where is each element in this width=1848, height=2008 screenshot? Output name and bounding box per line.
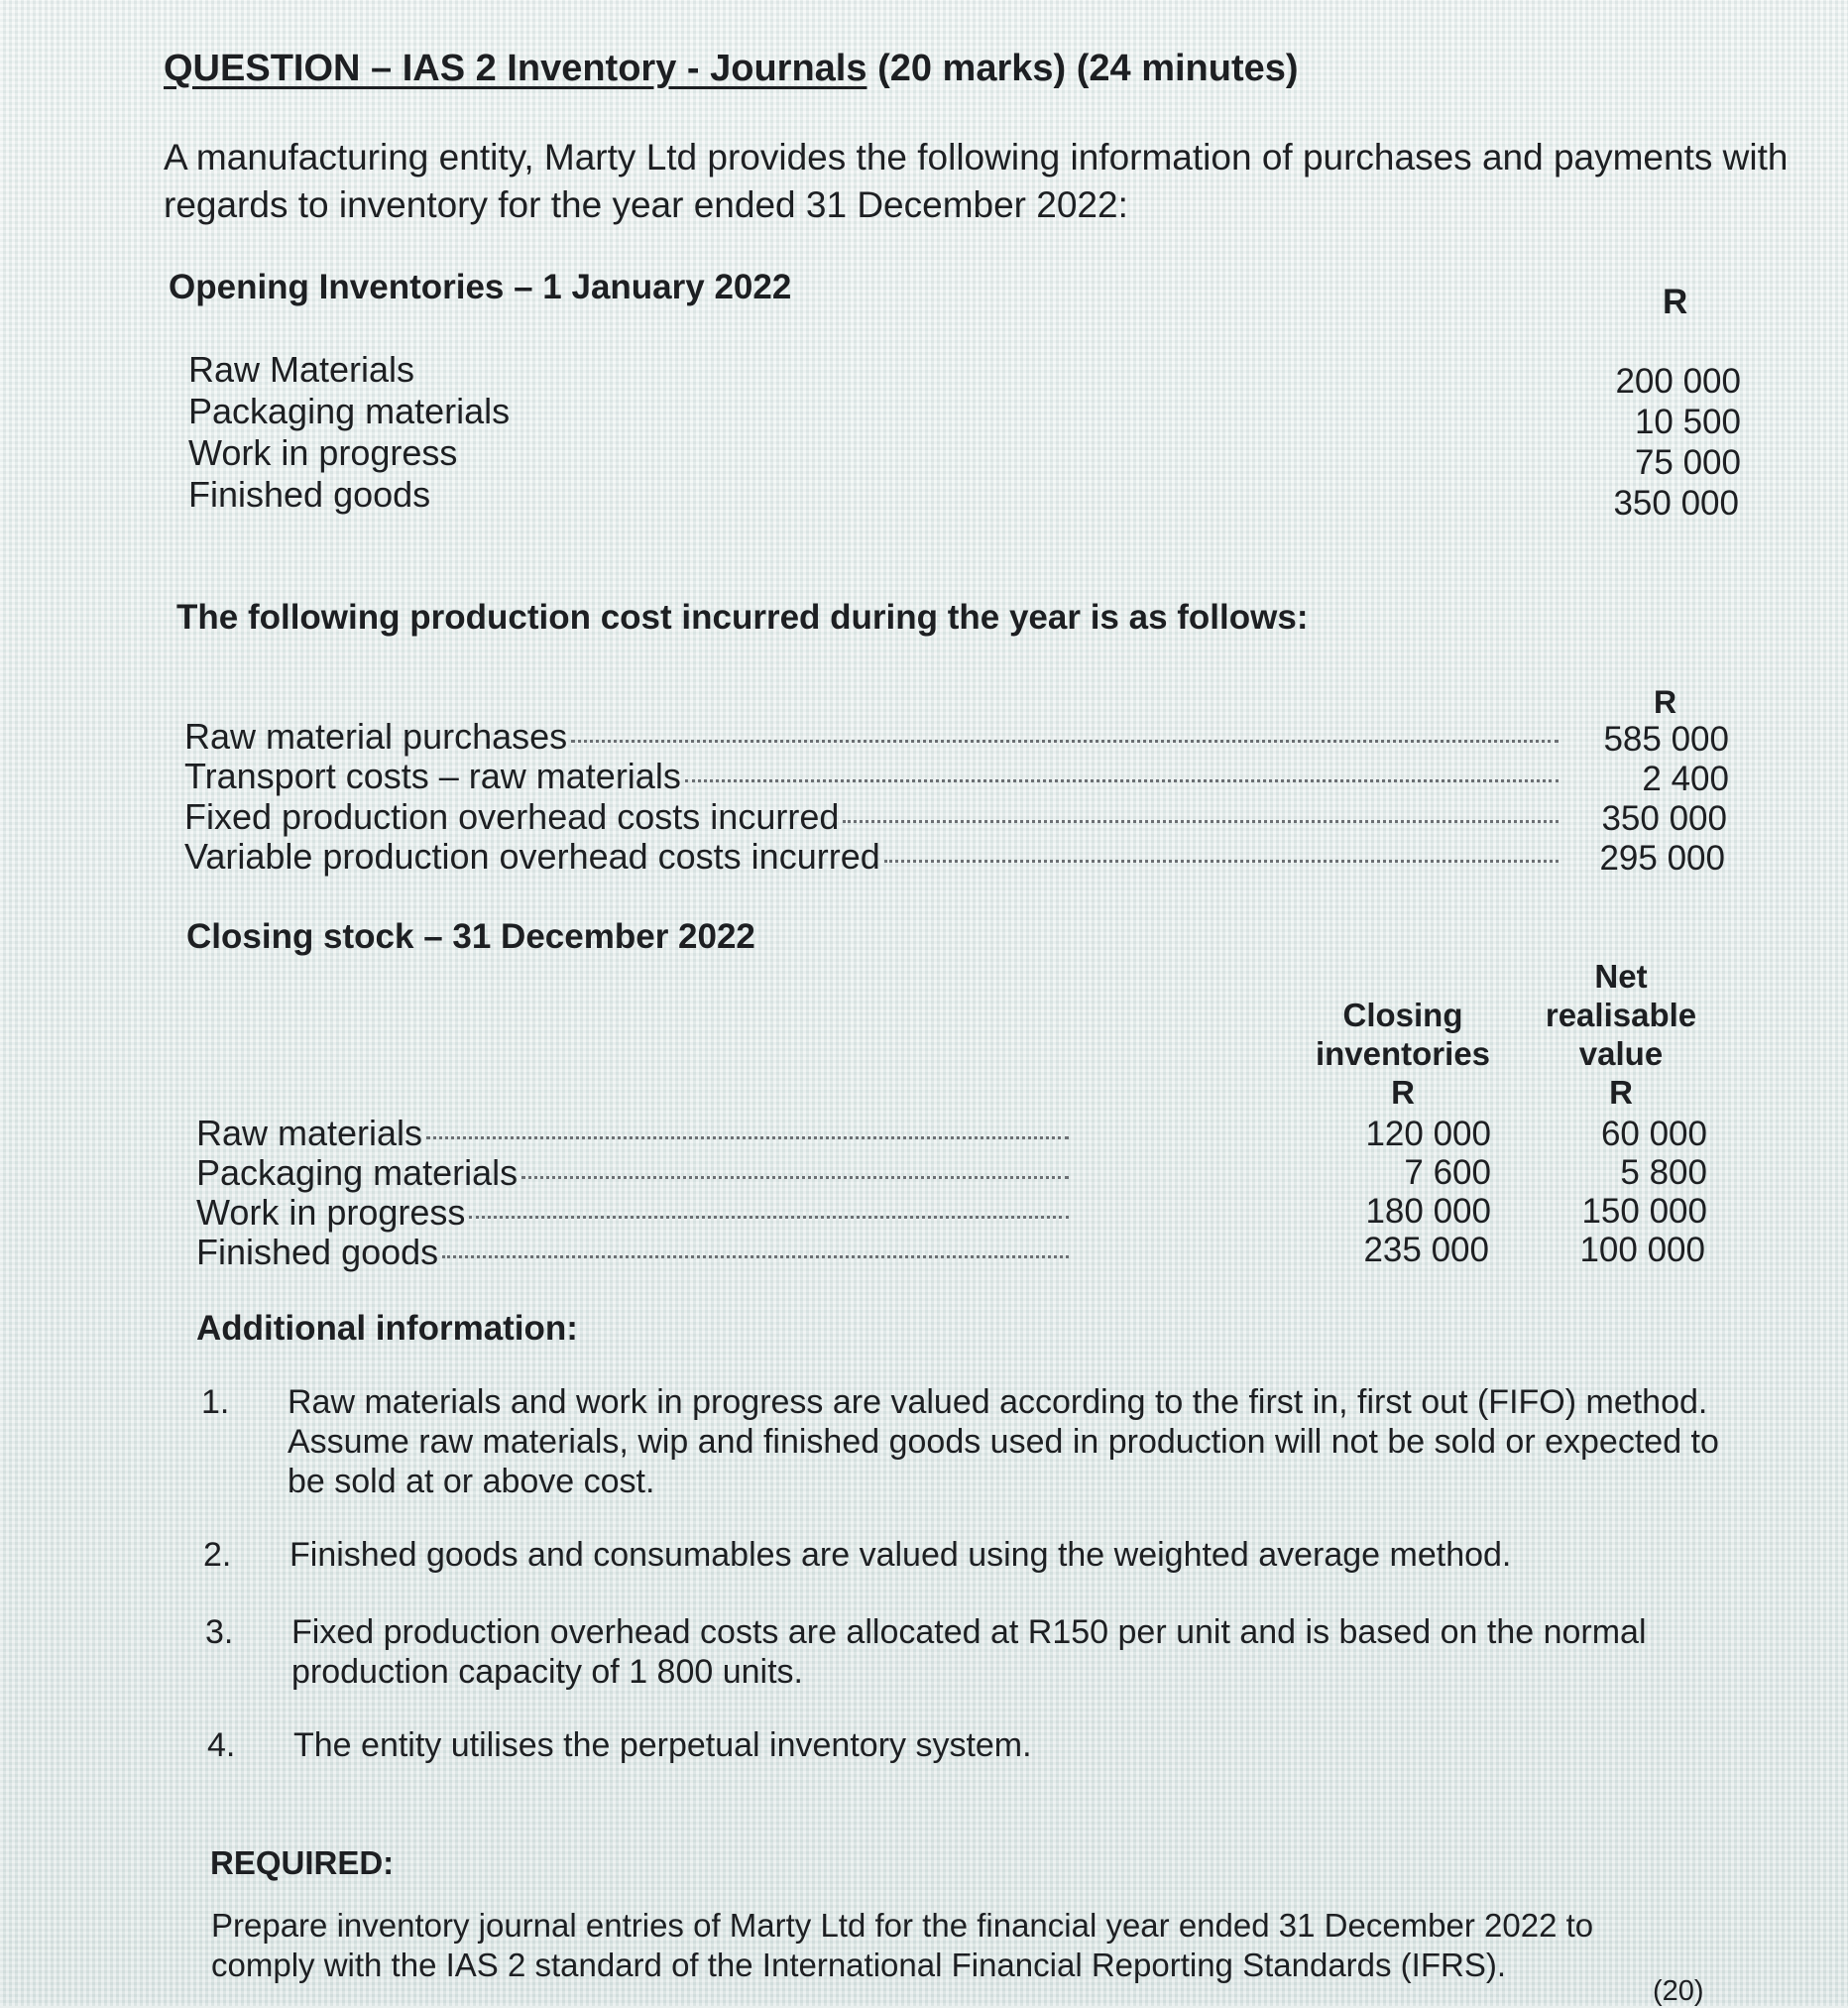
opening-label-raw: Raw Materials xyxy=(188,349,415,390)
closing-col-currency: R xyxy=(1391,1074,1415,1111)
note-line: The entity utilises the perpetual inventory system. xyxy=(293,1726,1032,1764)
production-label: Transport costs – raw materials xyxy=(184,756,681,796)
closing-value: 120 000 xyxy=(1365,1115,1491,1153)
nrv-value: 100 000 xyxy=(1579,1231,1705,1269)
production-value: 350 000 xyxy=(1601,799,1727,838)
note-line: production capacity of 1 800 units. xyxy=(291,1653,803,1691)
opening-currency: R xyxy=(1663,283,1688,321)
required-text xyxy=(211,1906,1593,1985)
closing-row xyxy=(196,1113,1069,1154)
production-value: 2 400 xyxy=(1642,760,1729,798)
nrv-col-line: realisable xyxy=(1545,997,1697,1033)
nrv-col-line: value xyxy=(1578,1035,1664,1072)
opening-heading: Opening Inventories – 1 January 2022 xyxy=(169,268,792,306)
production-row xyxy=(184,836,1559,878)
closing-label: Raw materials xyxy=(196,1113,423,1153)
closing-value: 235 000 xyxy=(1363,1231,1489,1269)
nrv-value: 60 000 xyxy=(1600,1115,1707,1153)
opening-label-fg: Finished goods xyxy=(188,474,431,515)
closing-row xyxy=(196,1192,1069,1234)
opening-label-wip: Work in progress xyxy=(188,432,458,473)
leader-dots xyxy=(884,860,1559,863)
production-value: 295 000 xyxy=(1599,839,1725,878)
production-row xyxy=(184,716,1559,758)
note-line: Raw materials and work in progress are valued according to the first in, first out (FIFO) method. xyxy=(288,1383,1708,1421)
opening-value-wip: 75 000 xyxy=(1634,443,1741,482)
required-marks: (20) xyxy=(1653,1975,1704,2007)
intro-paragraph xyxy=(164,134,1788,229)
nrv-value: 5 800 xyxy=(1620,1153,1707,1192)
leader-dots xyxy=(442,1255,1069,1258)
note-number: 4. xyxy=(207,1726,236,1764)
leader-dots xyxy=(469,1216,1069,1219)
note-number: 2. xyxy=(203,1536,232,1574)
title-marks-time: (20 marks) (24 minutes) xyxy=(877,48,1299,89)
required-line-1: Prepare inventory journal entries of Marty Ltd for the financial year ended 31 December 2022 to xyxy=(211,1907,1594,1944)
note-text xyxy=(291,1612,1647,1692)
opening-value-raw: 200 000 xyxy=(1615,362,1741,401)
production-row xyxy=(184,796,1559,838)
production-heading: The following production cost incurred during the year is as follows: xyxy=(176,598,1309,637)
nrv-value: 150 000 xyxy=(1581,1192,1707,1231)
title-topic: QUESTION – IAS 2 Inventory - Journals xyxy=(164,48,867,89)
closing-label: Finished goods xyxy=(196,1232,439,1272)
opening-label-packaging: Packaging materials xyxy=(188,391,511,431)
note-line: Assume raw materials, wip and finished goods used in production will not be sold or expected to xyxy=(288,1423,1719,1461)
leader-dots xyxy=(571,740,1559,743)
note-line: Finished goods and consumables are valued using the weighted average method. xyxy=(289,1536,1512,1574)
production-label: Fixed production overhead costs incurred xyxy=(184,796,840,837)
question-title xyxy=(164,48,1299,90)
closing-col-header xyxy=(1309,996,1497,1112)
production-row xyxy=(184,756,1559,797)
closing-value: 180 000 xyxy=(1365,1192,1491,1231)
nrv-col-currency: R xyxy=(1609,1074,1633,1111)
note-line: Fixed production overhead costs are allocated at R150 per unit and is based on the normal xyxy=(291,1613,1647,1651)
closing-label: Work in progress xyxy=(196,1192,466,1233)
leader-dots xyxy=(685,779,1559,782)
note-text xyxy=(289,1535,1511,1575)
note-text xyxy=(288,1382,1719,1501)
closing-col-line: Closing xyxy=(1342,997,1463,1033)
intro-line-1: A manufacturing entity, Marty Ltd provides the following information of purchases and payments with xyxy=(164,137,1789,177)
note-text xyxy=(293,1725,1032,1765)
leader-dots xyxy=(843,820,1559,823)
note-line: be sold at or above cost. xyxy=(288,1463,655,1500)
production-label: Variable production overhead costs incurred xyxy=(184,836,880,877)
closing-label: Packaging materials xyxy=(196,1152,519,1193)
opening-value-packaging: 10 500 xyxy=(1634,403,1741,441)
leader-dots xyxy=(521,1176,1069,1179)
closing-heading: Closing stock – 31 December 2022 xyxy=(186,917,755,956)
opening-value-fg: 350 000 xyxy=(1613,484,1739,523)
required-line-2: comply with the IAS 2 standard of the International Financial Reporting Standards (IFRS). xyxy=(211,1947,1506,1983)
required-heading: REQUIRED: xyxy=(210,1844,395,1881)
closing-row xyxy=(196,1152,1069,1194)
closing-col-line: inventories xyxy=(1315,1035,1491,1072)
additional-heading: Additional information: xyxy=(196,1309,578,1348)
nrv-col-line: Net xyxy=(1594,958,1648,995)
nrv-col-header xyxy=(1527,957,1715,1112)
note-number: 3. xyxy=(205,1613,234,1651)
intro-line-2: regards to inventory for the year ended 31 December 2022: xyxy=(164,184,1128,225)
note-number: 1. xyxy=(201,1383,230,1421)
closing-row xyxy=(196,1232,1069,1273)
production-label: Raw material purchases xyxy=(184,716,568,757)
leader-dots xyxy=(426,1136,1069,1139)
production-currency: R xyxy=(1654,684,1677,720)
production-value: 585 000 xyxy=(1603,720,1729,759)
closing-value: 7 600 xyxy=(1404,1153,1491,1192)
